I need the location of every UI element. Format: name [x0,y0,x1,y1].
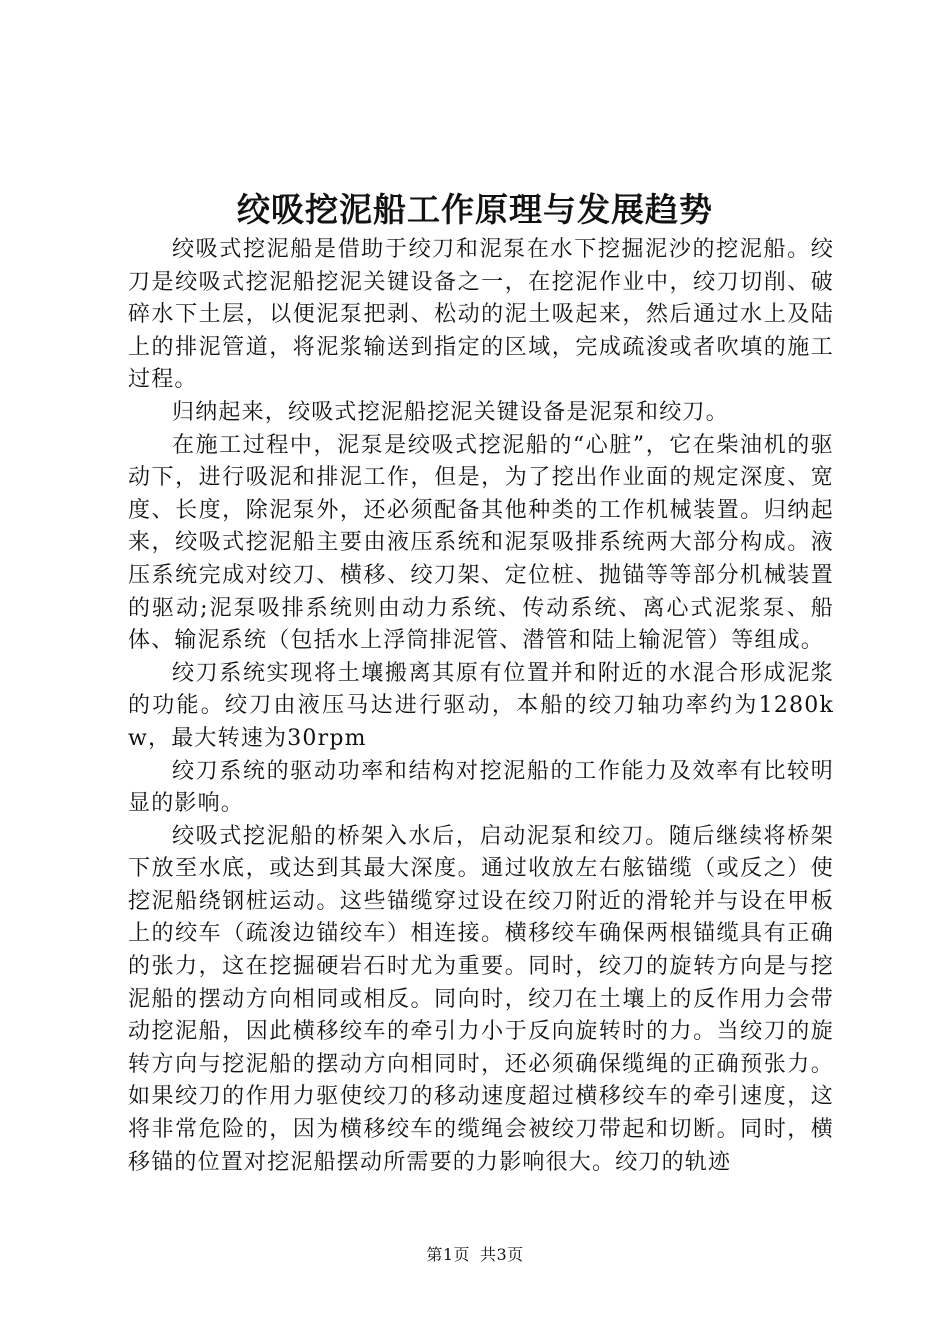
page-number: 第1页 [426,1245,470,1264]
page-total: 共3页 [480,1245,524,1264]
paragraph-5: 绞刀系统的驱动功率和结构对挖泥船的工作能力及效率有比较明显的影响。 [128,758,834,817]
paragraph-3: 在施工过程中，泥泵是绞吸式挖泥船的“心脏”，它在柴油机的驱动下，进行吸泥和排泥工作，但是，为了挖出作业面的规定深度、宽度、长度，除泥泵外，还必须配备其他种类的工作机械装置。归纳起来，绞吸式挖泥船主要由液压系统和泥泵吸排系统两大部分构成。液压系统完成对绞刀、横移、绞刀架、定位桩、抛锚等等部分机械装置的驱动;泥泵吸排系统则由动力系统、传动系统、离心式泥浆泵、船体、输泥系统（包括水上浮筒排泥管、潜管和陆上输泥管）等组成。 [128,432,834,654]
document-title: 绞吸挖泥船工作原理与发展趋势 [237,190,713,229]
document-body [128,234,834,1179]
paragraph-4: 绞刀系统实现将土壤搬离其原有位置并和附近的水混合形成泥浆的功能。绞刀由液压马达进行驱动，本船的绞刀轴功率约为1280kw，最大转速为30rpm [128,660,834,751]
paragraph-1: 绞吸式挖泥船是借助于绞刀和泥泵在水下挖掘泥沙的挖泥船。绞刀是绞吸式挖泥船挖泥关键设备之一，在挖泥作业中，绞刀切削、破碎水下土层，以便泥泵把剥、松动的泥土吸起来，然后通过水上及陆上的排泥管道，将泥浆输送到指定的区域，完成疏浚或者吹填的施工过程。 [128,237,834,393]
paragraph-6: 绞吸式挖泥船的桥架入水后，启动泥泵和绞刀。随后继续将桥架下放至水底，或达到其最大深度。通过收放左右舷锚缆（或反之）使挖泥船绕钢桩运动。这些锚缆穿过设在绞刀附近的滑轮并与设在甲板上的绞车（疏浚边锚绞车）相连接。横移绞车确保两根锚缆具有正确的张力，这在挖掘硬岩石时尤为重要。同时，绞刀的旋转方向是与挖泥船的摆动方向相同或相反。同向时，绞刀在土壤上的反作用力会带动挖泥船，因此横移绞车的牵引力小于反向旋转时的力。当绞刀的旋转方向与挖泥船的摆动方向相同时，还必须确保缆绳的正确预张力。如果绞刀的作用力驱使绞刀的移动速度超过横移绞车的牵引速度，这将非常危险的，因为横移绞车的缆绳会被绞刀带起和切断。同时，横移锚的位置对挖泥船摆动所需要的力影响很大。绞刀的轨迹 [128,823,834,1175]
paragraph-2: 归纳起来，绞吸式挖泥船挖泥关键设备是泥泵和绞刀。 [172,399,729,425]
page-footer [0,1244,950,1266]
